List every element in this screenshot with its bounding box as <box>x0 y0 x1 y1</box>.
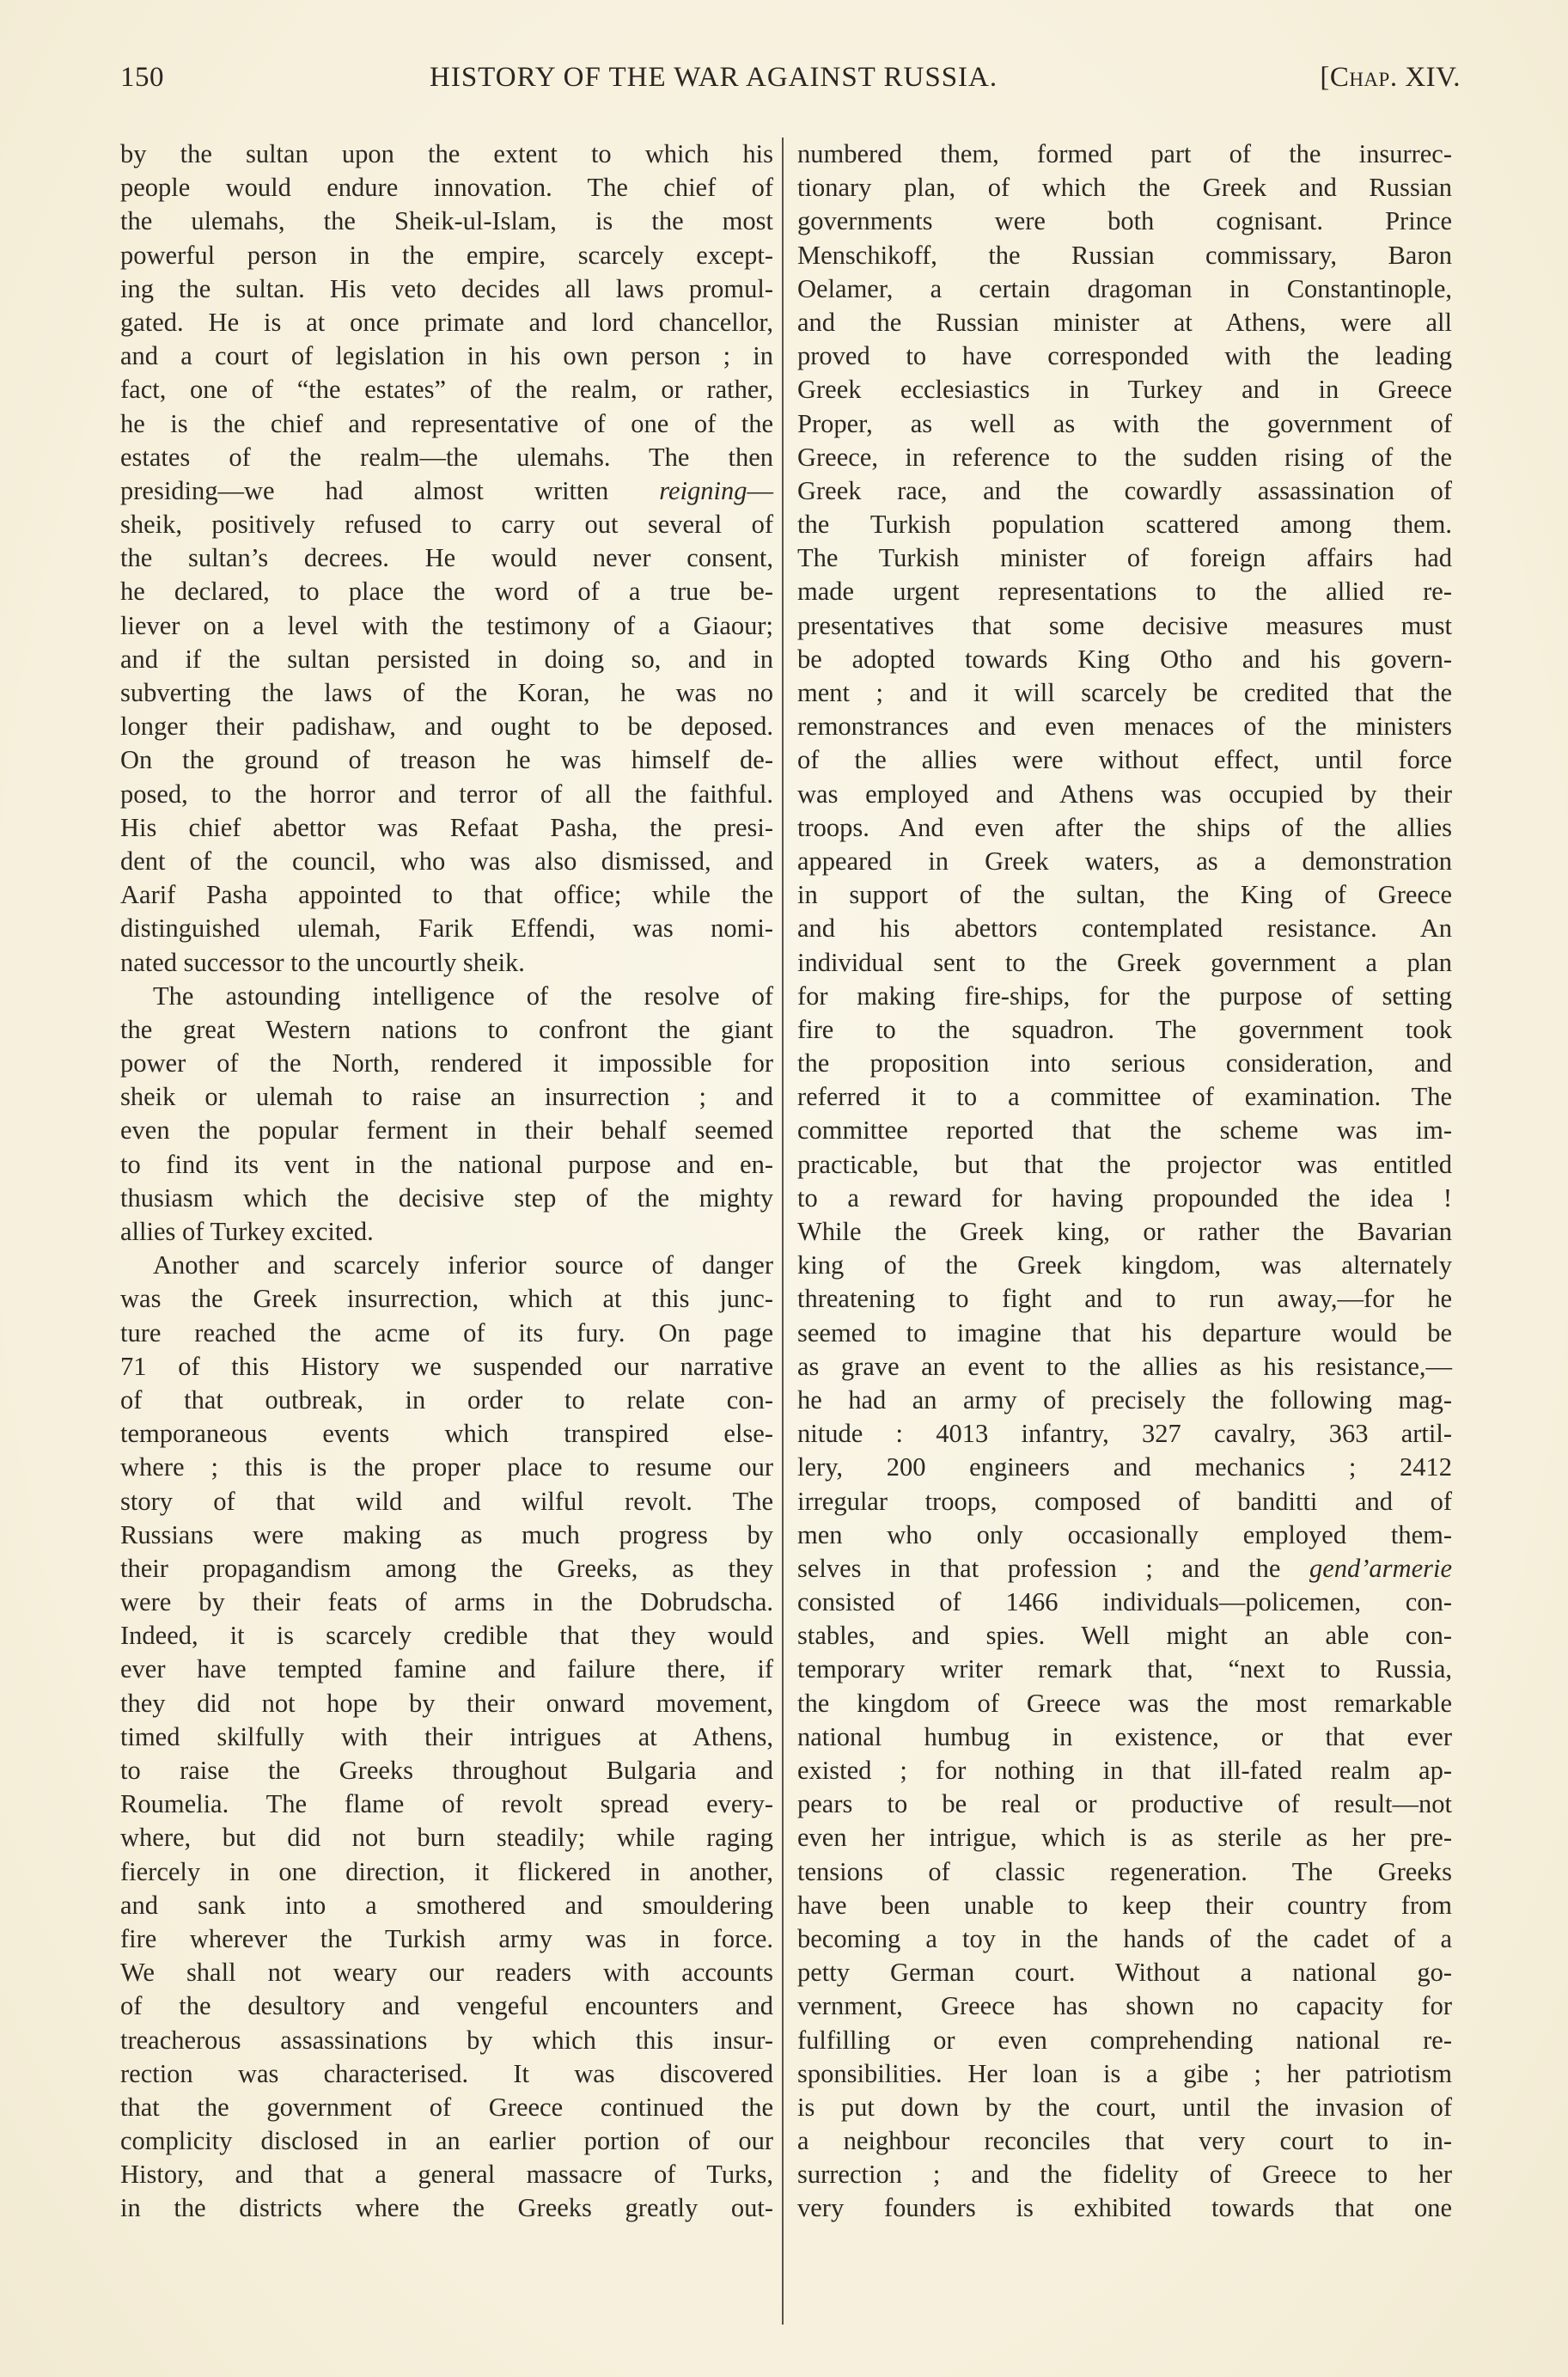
text-line: tensions of classic regeneration. The Greeks <box>797 1856 1452 1886</box>
text-line: treacherous assassinations by which this insur- <box>120 2025 773 2055</box>
text-line: temporary writer remark that, “next to Russia, <box>797 1654 1452 1684</box>
text-line: practicable, but that the projector was entitled <box>797 1149 1452 1179</box>
text-line: fulfilling or even comprehending national re- <box>797 2025 1452 2055</box>
text-line: vernment, Greece has shown no capacity for <box>797 1991 1452 2021</box>
text-line: remonstrances and even menaces of the ministers <box>797 712 1452 742</box>
text-line: and sank into a smothered and smouldering <box>120 1890 773 1920</box>
text-line: Aarif Pasha appointed to that office; while the <box>120 880 773 910</box>
text-line: The astounding intelligence of the resolve of <box>153 981 773 1011</box>
text-line: Russians were making as much progress by <box>120 1519 773 1549</box>
text-line: the kingdom of Greece was the most remarkable <box>797 1688 1452 1718</box>
text-line: was employed and Athens was occupied by their <box>797 779 1452 809</box>
text-line: the sultan’s decrees. He would never consent, <box>120 543 773 573</box>
text-line: king of the Greek kingdom, was alternately <box>797 1250 1452 1280</box>
text-line: power of the North, rendered it impossible for <box>120 1048 773 1079</box>
text-line: the proposition into serious consideration, and <box>797 1048 1452 1079</box>
text-line: consisted of 1466 individuals—policemen, con- <box>797 1587 1452 1617</box>
text-line: allies of Turkey excited. <box>120 1217 374 1246</box>
text-line: story of that wild and wilful revolt. The <box>120 1486 773 1516</box>
text-line: appeared in Greek waters, as a demonstration <box>797 846 1452 876</box>
text-line: His chief abettor was Refaat Pasha, the presi- <box>120 812 773 842</box>
text-line: in the districts where the Greeks greatly out- <box>120 2193 773 2223</box>
text-line: Roumelia. The flame of revolt spread every- <box>120 1789 773 1819</box>
text-line: they did not hope by their onward movement, <box>120 1688 773 1718</box>
text-line: threatening to fight and to run away,—for he <box>797 1284 1452 1314</box>
text-line: individual sent to the Greek government a plan <box>797 947 1452 977</box>
text-line: nitude : 4013 infantry, 327 cavalry, 363 artil- <box>797 1419 1452 1449</box>
column-divider <box>782 137 784 2325</box>
text-line: very founders is exhibited towards that one <box>797 2193 1452 2223</box>
text-line: nated successor to the uncourtly sheik. <box>120 947 525 977</box>
text-line: ing the sultan. His veto decides all laws promul- <box>120 273 773 303</box>
text-line: surrection ; and the fidelity of Greece to her <box>797 2160 1452 2190</box>
text-line: Greece, in reference to the sudden rising of the <box>797 442 1452 472</box>
text-line: temporaneous events which transpired else- <box>120 1419 773 1449</box>
italic-term: reigning <box>659 475 747 505</box>
text-line: of that outbreak, in order to relate con- <box>120 1384 773 1415</box>
text-line: posed, to the horror and terror of all the faithful. <box>120 779 773 809</box>
text-line: governments were both cognisant. Prince <box>797 206 1452 236</box>
text-line: of the allies were without effect, until force <box>797 745 1452 775</box>
running-head <box>120 62 1461 100</box>
text-line: Oelamer, a certain dragoman in Constantinople, <box>797 273 1452 303</box>
text-line: fact, one of “the estates” of the realm, or rather, <box>120 375 773 405</box>
text-line: the Turkish population scattered among them. <box>797 510 1452 540</box>
text-line: men who only occasionally employed them- <box>797 1519 1452 1549</box>
text-line: Greek ecclesiastics in Turkey and in Greece <box>797 375 1452 405</box>
text-line: the great Western nations to confront the giant <box>120 1014 773 1044</box>
text-line: the ulemahs, the Sheik-ul-Islam, is the most <box>120 206 773 236</box>
text-line: ture reached the acme of its fury. On page <box>120 1317 773 1347</box>
text-line: Menschikoff, the Russian commissary, Baron <box>797 240 1452 270</box>
text-line: ment ; and it will scarcely be credited that the <box>797 678 1452 707</box>
text-line: and if the sultan persisted in doing so, and in <box>120 644 773 674</box>
text-line: distinguished ulemah, Farik Effendi, was nomi- <box>120 914 773 944</box>
text-line: fire wherever the Turkish army was in force. <box>120 1923 773 1953</box>
text-line: becoming a toy in the hands of the cadet of a <box>797 1923 1452 1953</box>
chapter-label: Chap. <box>1329 62 1398 93</box>
text-line: where, but did not burn steadily; while raging <box>120 1823 773 1853</box>
text-line: and his abettors contemplated resistance. An <box>797 914 1452 944</box>
text-line: is put down by the court, until the invasion of <box>797 2092 1452 2122</box>
text-line: for making fire-ships, for the purpose of setting <box>797 981 1452 1011</box>
text-line: pears to be real or productive of result—not <box>797 1789 1452 1819</box>
text-line: rection was characterised. It was discovered <box>120 2058 773 2088</box>
text-line: a neighbour reconciles that very court to in- <box>797 2126 1452 2156</box>
right-text-column <box>797 137 1452 2226</box>
text-line: of the desultory and vengeful encounters and <box>120 1991 773 2021</box>
text-line: have been unable to keep their country from <box>797 1890 1452 1920</box>
text-line: fire to the squadron. The government took <box>797 1014 1452 1044</box>
text-line: made urgent representations to the allied re- <box>797 577 1452 607</box>
text-line: timed skilfully with their intrigues at Athens, <box>120 1721 773 1751</box>
text-line: to find its vent in the national purpose and en- <box>120 1149 773 1179</box>
text-line: and a court of legislation in his own person ; in <box>120 341 773 371</box>
text-line: he declared, to place the word of a true be- <box>120 577 773 607</box>
text-line: seemed to imagine that his departure would be <box>797 1317 1452 1347</box>
text-line: sponsibilities. Her loan is a gibe ; her patriotism <box>797 2058 1452 2088</box>
text-line: liever on a level with the testimony of a Giaour; <box>120 610 773 640</box>
text-line: to a reward for having propounded the idea ! <box>797 1182 1452 1213</box>
text-line: national humbug in existence, or that ever <box>797 1721 1452 1751</box>
text-line: powerful person in the empire, scarcely except- <box>120 240 773 270</box>
text-line: dent of the council, who was also dismissed, and <box>120 846 773 876</box>
text-line: longer their padishaw, and ought to be deposed. <box>120 712 773 742</box>
text-line: were by their feats of arms in the Dobrudscha. <box>120 1587 773 1617</box>
text-line: where ; this is the proper place to resume our <box>120 1452 773 1482</box>
text-line: troops. And even after the ships of the allies <box>797 812 1452 842</box>
text-line: gated. He is at once primate and lord chancellor, <box>120 307 773 337</box>
text-line: sheik, positively refused to carry out several of <box>120 510 773 540</box>
left-text-column <box>120 137 773 2226</box>
text-line: ever have tempted famine and failure there, if <box>120 1654 773 1684</box>
text-line: he is the chief and representative of one of the <box>120 408 773 438</box>
text-line: estates of the realm—the ulemahs. The then <box>120 442 773 472</box>
book-title: HISTORY OF THE WAR AGAINST RUSSIA. <box>430 62 998 93</box>
text-line: he had an army of precisely the following mag- <box>797 1384 1452 1415</box>
text-line: referred it to a committee of examination. The <box>797 1082 1452 1112</box>
text-line: subverting the laws of the Koran, he was no <box>120 678 773 707</box>
text-line: presentatives that some decisive measures must <box>797 610 1452 640</box>
text-line: that the government of Greece continued the <box>120 2092 773 2122</box>
text-line: fiercely in one direction, it flickered in another, <box>120 1856 773 1886</box>
text-line: Greek race, and the cowardly assassination of <box>797 475 1452 505</box>
text-line: thusiasm which the decisive step of the mighty <box>120 1182 773 1213</box>
text-line: even the popular ferment in their behalf seemed <box>120 1115 773 1146</box>
text-line: Indeed, it is scarcely credible that they would <box>120 1621 773 1651</box>
text-line: their propagandism among the Greeks, as they <box>120 1553 773 1583</box>
text-line: On the ground of treason he was himself de- <box>120 745 773 775</box>
text-line: numbered them, formed part of the insurrec- <box>797 139 1452 168</box>
text-line: selves in that profession ; and the gend’armerie <box>797 1553 1452 1583</box>
text-line: even her intrigue, which is as sterile as her pre- <box>797 1823 1452 1853</box>
text-line: The Turkish minister of foreign affairs had <box>797 543 1452 573</box>
chapter-reference <box>1320 62 1461 94</box>
text-line: 71 of this History we suspended our narrative <box>120 1351 773 1381</box>
page-number: 150 <box>120 62 164 93</box>
text-line: lery, 200 engineers and mechanics ; 2412 <box>797 1452 1452 1482</box>
text-line: complicity disclosed in an earlier portion of our <box>120 2126 773 2156</box>
text-line: by the sultan upon the extent to which his <box>120 139 773 168</box>
text-line: Another and scarcely inferior source of danger <box>153 1250 773 1280</box>
chapter-number: XIV. <box>1397 62 1461 93</box>
text-line: sheik or ulemah to raise an insurrection ; and <box>120 1082 773 1112</box>
text-line: petty German court. Without a national go- <box>797 1958 1452 1988</box>
text-line: to raise the Greeks throughout Bulgaria and <box>120 1756 773 1785</box>
text-line: as grave an event to the allies as his resistance,— <box>797 1351 1452 1381</box>
text-line: was the Greek insurrection, which at this junc- <box>120 1284 773 1314</box>
text-line: and the Russian minister at Athens, were all <box>797 307 1452 337</box>
text-line: proved to have corresponded with the leading <box>797 341 1452 371</box>
text-line: irregular troops, composed of banditti and of <box>797 1486 1452 1516</box>
text-line: in support of the sultan, the King of Greece <box>797 880 1452 910</box>
text-line: people would endure innovation. The chief of <box>120 173 773 203</box>
chapter-bracket: [ <box>1320 62 1330 93</box>
text-line: Proper, as well as with the government of <box>797 408 1452 438</box>
text-line: tionary plan, of which the Greek and Russian <box>797 173 1452 203</box>
text-line: While the Greek king, or rather the Bavarian <box>797 1217 1452 1246</box>
text-line: be adopted towards King Otho and his govern- <box>797 644 1452 674</box>
text-line: History, and that a general massacre of Turks, <box>120 2160 773 2190</box>
text-line: existed ; for nothing in that ill-fated realm ap- <box>797 1756 1452 1785</box>
text-line: We shall not weary our readers with accounts <box>120 1958 773 1988</box>
text-line: presiding—we had almost written reigning— <box>120 475 773 505</box>
text-line: stables, and spies. Well might an able con- <box>797 1621 1452 1651</box>
text-line: committee reported that the scheme was im- <box>797 1115 1452 1146</box>
italic-term: gend’armerie <box>1309 1553 1452 1583</box>
